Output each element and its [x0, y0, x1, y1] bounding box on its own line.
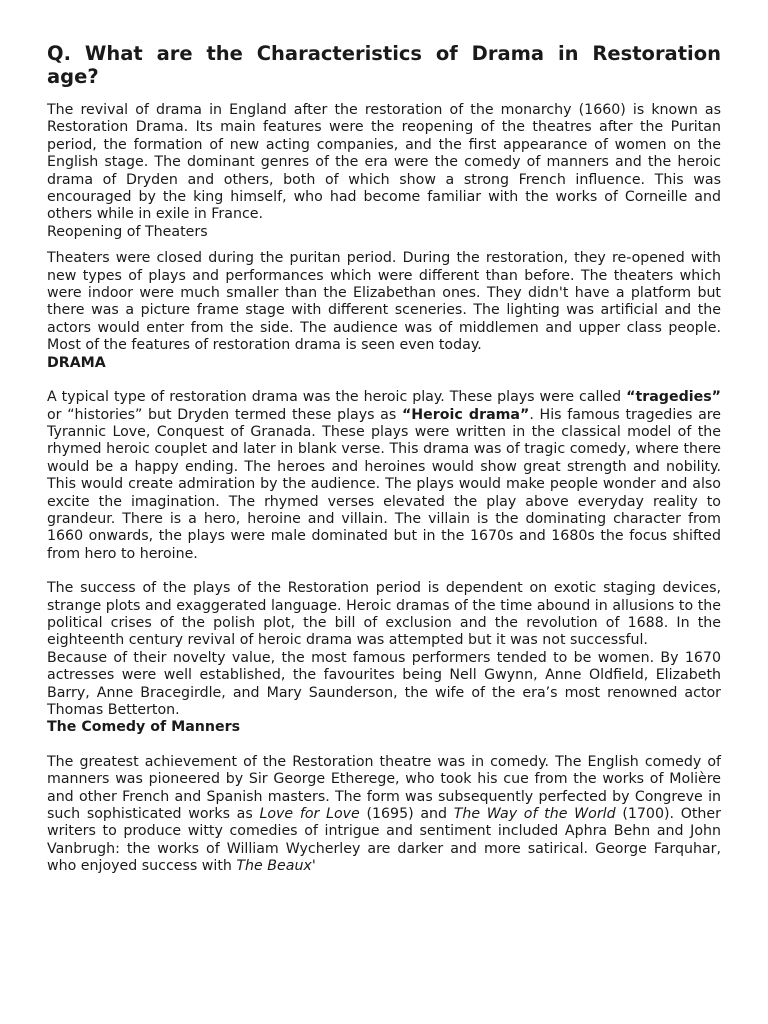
drama-paragraph-1	[47, 389, 721, 563]
comedy-heading: The Comedy of Manners	[47, 719, 241, 736]
work-title-love-for-love: Love for Love	[259, 806, 360, 823]
drama-p1-text-c: or “histories” but Dryden termed these plays as	[47, 406, 402, 423]
page-title: Q. What are the Characteristics of Drama in Restoration age?	[47, 42, 721, 88]
drama-heading: DRAMA	[47, 354, 106, 371]
drama-paragraph-3: Because of their novelty value, the most famous performers tended to be women. By 1670 actresses were well established, the favourites being Nell Gwynn, Anne Oldfield, Elizabeth Barry, Anne Bracegirdle, and Mary Saunderson, the wife of the era’s most renowned actor Thomas Betterton.	[47, 649, 721, 718]
comedy-text-3: (1700). Other writers to produce witty comedies of intrigue and sentiment included Aphra Behn and John Vanbrugh: the works of William Wycherley are darker and more satirical. George Farquhar, who enjoyed success with	[47, 806, 721, 875]
tragedies-term: “tragedies”	[626, 389, 721, 406]
intro-paragraph: The revival of drama in England after the restoration of the monarchy (1660) is known as Restoration Drama. Its main features were the reopening of the theatres after the Puritan period, the formation of new acting companies, and the first appearance of women on the English stage. The dominant genres of the era were the comedy of manners and the heroic drama of Dryden and others, both of which show a strong French influence. This was encouraged by the king himself, who had become familiar with the works of Corneille and others while in exile in France.	[47, 102, 721, 223]
reopening-paragraph: Theaters were closed during the puritan period. During the restoration, they re-opened with new types of plays and performances which were different than before. The theaters which were indoor were much smaller than the Elizabethan ones. They didn't have a platform but there was a picture frame stage with different sceneries. The lighting was artificial and the actors would enter from the side. The audience was of middlemen and upper class people. Most of the features of restoration drama is seen even today.	[47, 250, 721, 354]
drama-paragraph-2: The success of the plays of the Restoration period is dependent on exotic staging devices, strange plots and exaggerated language. Heroic dramas of the time abound in allusions to the political crises of the polish plot, the bill of exclusion and the revolution of 1688. In the eighteenth century revival of heroic drama was attempted but it was not successful.	[47, 580, 721, 649]
comedy-text-2: (1695) and	[359, 806, 454, 823]
work-title-the-beaux: The Beaux'	[236, 858, 316, 875]
work-title-way-of-the-world: The Way of the World	[453, 806, 616, 823]
reopening-heading: Reopening of Theaters	[47, 223, 208, 240]
comedy-text-1: The greatest achievement of the Restoration theatre was in comedy. The English comedy of manners was pioneered by Sir George Etherege, who took his cue from the works of Molière and other French and Spanish masters. The form was subsequently perfected by Congreve in such sophisticated works as	[47, 753, 721, 823]
drama-p1-text-e: . His famous tragedies are Tyrannic Love, Conquest of Granada. These plays were written in the classical model of the rhymed heroic couplet and later in blank verse. This drama was of tragic comedy, where there would be a happy ending. The heroes and heroines would show great strength and nobility. This would create admiration by the audience. The plays would make people wonder and also excite the imagination. The rhymed verses elevated the play above everyday reality to grandeur. There is a hero, heroine and villain. The villain is the dominating character from 1660 onwards, the plays were male dominated but in the 1670s and 1680s the focus shifted from hero to heroine.	[47, 406, 722, 562]
drama-p1-text-a: A typical type of restoration drama was the heroic play. These plays were called	[47, 389, 627, 406]
heroic-drama-term: “Heroic drama”	[401, 406, 530, 423]
comedy-paragraph	[47, 754, 721, 876]
